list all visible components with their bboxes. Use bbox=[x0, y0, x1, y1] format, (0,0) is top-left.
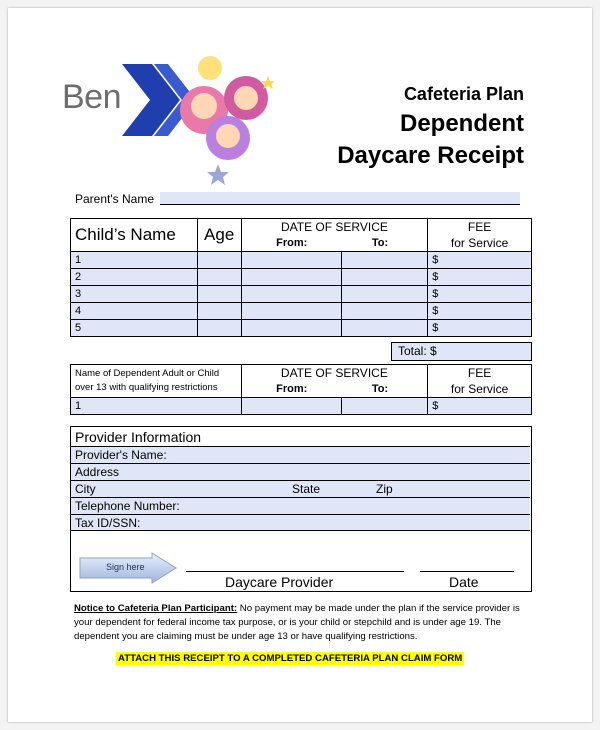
age-header: Age bbox=[197, 219, 241, 252]
date-label: Date bbox=[449, 574, 479, 590]
child-row-number[interactable]: 3 bbox=[71, 286, 198, 303]
sign-here-label: Sign here bbox=[106, 562, 145, 572]
table-row bbox=[71, 398, 532, 415]
address-field[interactable]: Address bbox=[71, 463, 530, 480]
date-line[interactable] bbox=[420, 571, 514, 572]
table-row bbox=[71, 286, 532, 303]
adult-date-header: DATE OF SERVICE bbox=[241, 365, 428, 382]
adult-from-header: From: bbox=[241, 381, 342, 398]
fee-header: FEE bbox=[428, 219, 532, 236]
telephone-field[interactable]: Telephone Number: bbox=[71, 497, 530, 514]
fee-cell[interactable]: $ bbox=[428, 286, 532, 303]
adult-to-header: To: bbox=[342, 381, 428, 398]
from-header: From: bbox=[241, 235, 342, 252]
attach-instruction: ATTACH THIS RECEIPT TO A COMPLETED CAFETERIA PLAN CLAIM FORM bbox=[118, 653, 463, 664]
fee-cell[interactable]: $ bbox=[428, 320, 532, 337]
table-row bbox=[71, 252, 532, 269]
tax-id-field[interactable]: Tax ID/SSN: bbox=[71, 514, 530, 531]
daycare-provider-label: Daycare Provider bbox=[225, 574, 334, 590]
provider-name-field[interactable]: Provider's Name: bbox=[71, 446, 530, 463]
table-row bbox=[71, 303, 532, 320]
fee-subheader: for Service bbox=[428, 235, 532, 252]
fee-cell[interactable]: $ bbox=[428, 303, 532, 320]
logo-moon-icon bbox=[198, 56, 222, 80]
zip-field[interactable]: Zip bbox=[376, 482, 393, 496]
table-row bbox=[71, 320, 532, 337]
state-field[interactable]: State bbox=[292, 482, 321, 496]
notice-text bbox=[74, 602, 534, 644]
adult-table bbox=[70, 364, 532, 415]
logo-illustration bbox=[118, 56, 288, 186]
city-state-zip-row bbox=[71, 480, 530, 497]
title-line2: Dependent bbox=[399, 110, 524, 137]
signature-line[interactable] bbox=[186, 571, 404, 572]
total-field[interactable]: Total: $ bbox=[391, 342, 532, 361]
notice-title: Notice to Cafeteria Plan Participant: bbox=[74, 603, 238, 614]
child-name-header: Child’s Name bbox=[71, 219, 198, 252]
fee-cell[interactable]: $ bbox=[428, 269, 532, 286]
fee-cell[interactable]: $ bbox=[428, 252, 532, 269]
adult-row-number[interactable]: 1 bbox=[71, 398, 242, 415]
adult-fee-header: FEE bbox=[428, 365, 532, 382]
child-table bbox=[70, 218, 532, 355]
child-row-number[interactable]: 5 bbox=[71, 320, 198, 337]
provider-heading: Provider Information bbox=[75, 429, 202, 445]
table-row bbox=[71, 269, 532, 286]
child-row-number[interactable]: 1 bbox=[71, 252, 198, 269]
parent-name-label: Parent's Name bbox=[75, 192, 154, 206]
adult-fee-cell[interactable]: $ bbox=[428, 398, 532, 415]
logo-star-icon bbox=[207, 164, 229, 185]
title-line3: Daycare Receipt bbox=[337, 142, 524, 169]
adult-fee-subheader: for Service bbox=[428, 381, 532, 398]
city-field[interactable]: City bbox=[75, 482, 96, 496]
parent-name-underline bbox=[160, 204, 520, 205]
adult-name-header: Name of Dependent Adult or Child over 13 with qualifying restrictions bbox=[71, 365, 242, 398]
child-row-number[interactable]: 2 bbox=[71, 269, 198, 286]
child-row-number[interactable]: 4 bbox=[71, 303, 198, 320]
date-of-service-header: DATE OF SERVICE bbox=[241, 219, 428, 236]
title-line1: Cafeteria Plan bbox=[403, 84, 524, 104]
logo-text: Ben bbox=[62, 78, 121, 116]
notice-body: No payment may be made under the plan if the service provider is your dependent for federal income tax purpose, or is your child or stepchild and is under age 19. The dependent you are claiming must be under age 13 or have qualifying restrictions. bbox=[74, 603, 520, 642]
to-header: To: bbox=[342, 235, 428, 252]
